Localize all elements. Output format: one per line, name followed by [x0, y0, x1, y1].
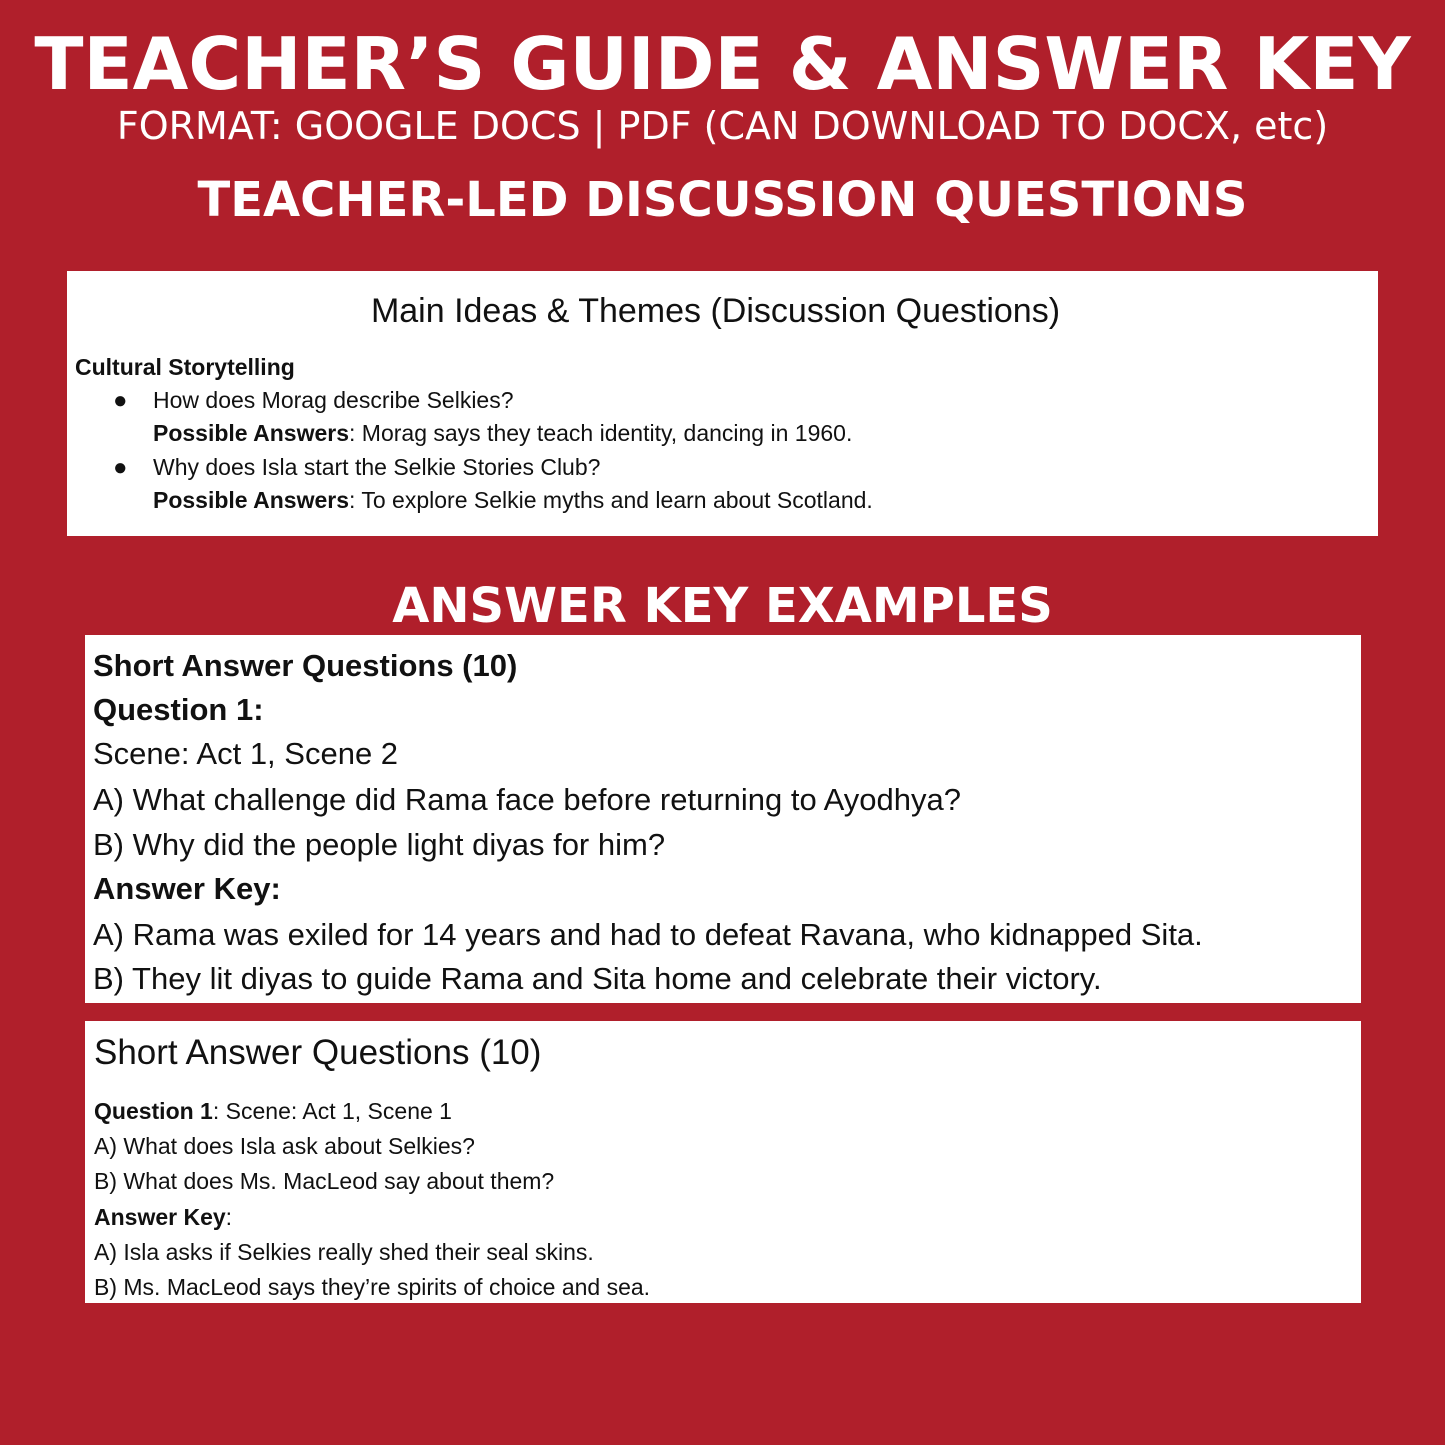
example-a-answer-key-label: Answer Key: [93, 871, 281, 906]
example-b-answer-key [94, 1202, 232, 1232]
discussion-answer-2 [153, 485, 873, 515]
possible-answers-label: Possible Answers [153, 487, 350, 513]
example-a-scene: Scene: Act 1, Scene 2 [93, 736, 399, 771]
example-a-answer-b: B) They lit diyas to guide Rama and Sita home and celebrate their victory. [93, 961, 1102, 996]
possible-answers-label: Possible Answers [153, 420, 350, 446]
example-b-answer-a: A) Isla asks if Selkies really shed their seal skins. [94, 1239, 594, 1265]
example-a-question-a: A) What challenge did Rama face before returning to Ayodhya? [93, 782, 961, 817]
example-b-question-b: B) What does Ms. MacLeod say about them? [94, 1168, 555, 1194]
bullet-icon: ● [113, 454, 128, 481]
example-b-answer-b: B) Ms. MacLeod says they’re spirits of choice and sea. [94, 1274, 651, 1300]
example-a-answer-a: A) Rama was exiled for 14 years and had to defeat Ravana, who kidnapped Sita. [93, 917, 1203, 952]
example-b-question-a: A) What does Isla ask about Selkies? [94, 1133, 475, 1159]
discussion-topic-heading: Cultural Storytelling [75, 354, 295, 380]
example-b-answer-key-colon: : [225, 1204, 233, 1230]
example-b-question-rest: : Scene: Act 1, Scene 1 [212, 1098, 452, 1124]
discussion-panel-title: Main Ideas & Themes (Discussion Questions) [370, 292, 1061, 330]
example-a-question-label: Question 1: [93, 692, 264, 727]
example-b-question-label: Question 1 [94, 1098, 213, 1124]
example-a-title: Short Answer Questions (10) [93, 648, 518, 683]
example-b-title: Short Answer Questions (10) [94, 1033, 542, 1072]
discussion-answer-1 [153, 418, 852, 448]
possible-answers-text: : Morag says they teach identity, dancing in 1960. [349, 420, 853, 446]
discussion-question-2: Why does Isla start the Selkie Stories Club? [153, 454, 601, 480]
answer-key-section-heading: ANSWER KEY EXAMPLES [392, 578, 1053, 634]
example-b-answer-key-label: Answer Key [94, 1204, 226, 1230]
bullet-icon: ● [113, 387, 128, 414]
format-subtitle: FORMAT: GOOGLE DOCS | PDF (CAN DOWNLOAD TO DOCX, etc) [116, 104, 1329, 148]
discussion-question-1: How does Morag describe Selkies? [153, 387, 514, 413]
example-b-question [94, 1096, 452, 1126]
example-a-question-b: B) Why did the people light diyas for him? [93, 827, 666, 862]
discussion-section-heading: TEACHER-LED DISCUSSION QUESTIONS [197, 172, 1248, 228]
page-title: TEACHER’S GUIDE & ANSWER KEY [34, 22, 1411, 106]
possible-answers-text: : To explore Selkie myths and learn about Scotland. [349, 487, 873, 513]
